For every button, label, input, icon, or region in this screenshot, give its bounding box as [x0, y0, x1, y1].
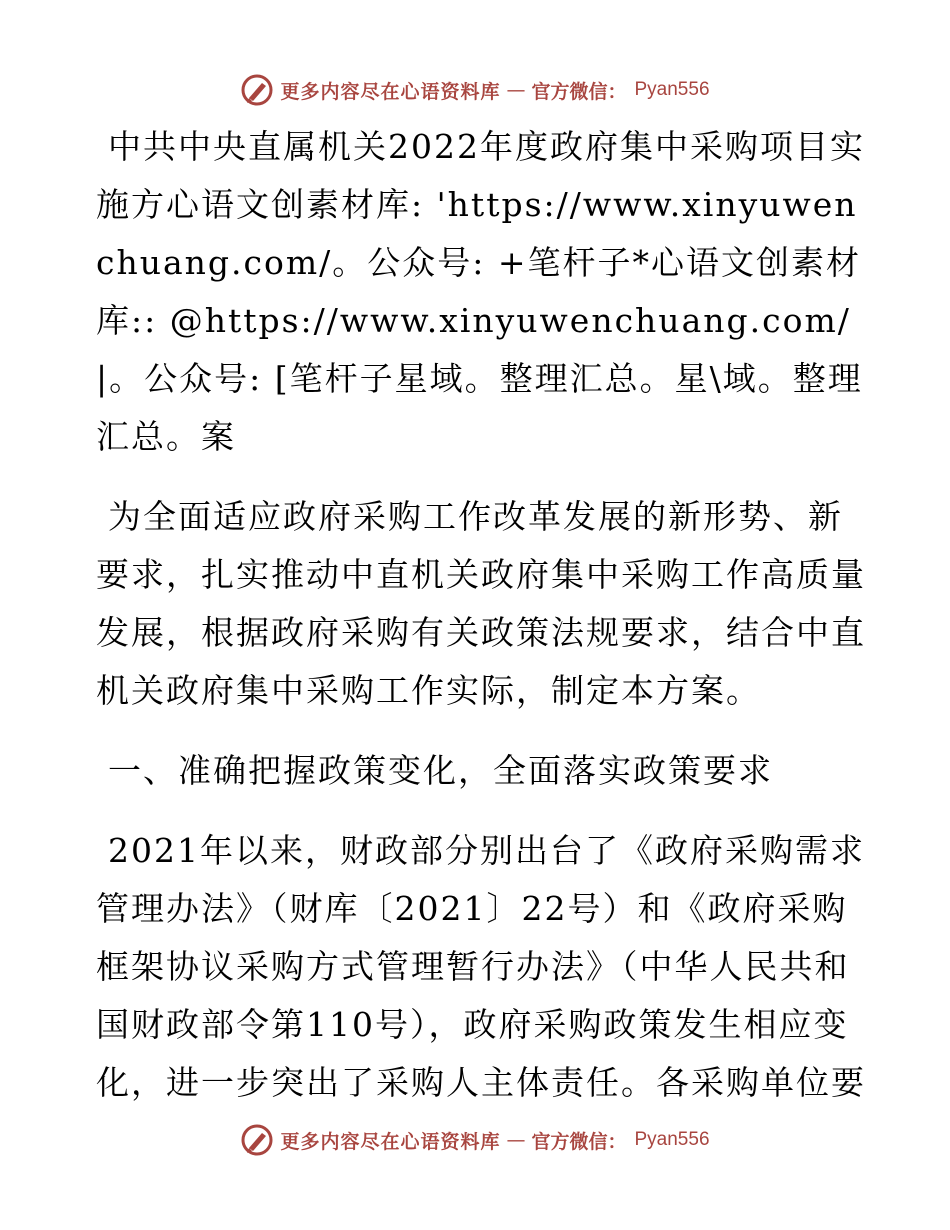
section-heading-1: 一、准确把握政策变化，全面落实政策要求 [108, 751, 773, 790]
footer-watermark-banner [0, 1118, 950, 1162]
banner-wechat-label: 官方微信： [531, 80, 627, 103]
document-title-block: 中共中央直属机关2022年度政府集中采购项目实施方心语文创素材库: 'https://www.xinyuwenchuang.com/。公众号: +笔杆子*心语文创素材库:: @https://www.xinyuwenchuang.com/|。公众号: [笔杆子星域。整理汇总。星\域。整理汇总。案 [96, 127, 865, 456]
banner-separator: — [506, 79, 526, 101]
banner-wechat-id: Pyan556 [634, 79, 710, 100]
banner-wechat-id: Pyan556 [634, 1129, 710, 1150]
paragraph-policy: 2021年以来，财政部分别出台了《政府采购需求管理办法》（财库〔2021〕22号）和《政府采购框架协议采购方式管理暂行办法》（中华人民共和国财政部令第110号），政府采购政策发生相应变化，进一步突出了采购人主体责任。各采购单位要 [96, 831, 866, 1102]
banner-wechat-label: 官方微信： [531, 1130, 627, 1153]
banner-text: 更多内容尽在心语资料库 [280, 1130, 501, 1153]
banner-separator: — [506, 1129, 526, 1151]
pen-logo-icon [240, 1123, 274, 1157]
header-watermark-banner [0, 68, 950, 112]
paragraph-intro: 为全面适应政府采购工作改革发展的新形势、新要求，扎实推动中直机关政府集中采购工作高质量发展，根据政府采购有关政策法规要求，结合中直机关政府集中采购工作实际，制定本方案。 [96, 497, 866, 710]
banner-text: 更多内容尽在心语资料库 [280, 80, 501, 103]
pen-logo-icon [240, 73, 274, 107]
document-body [96, 118, 866, 1134]
